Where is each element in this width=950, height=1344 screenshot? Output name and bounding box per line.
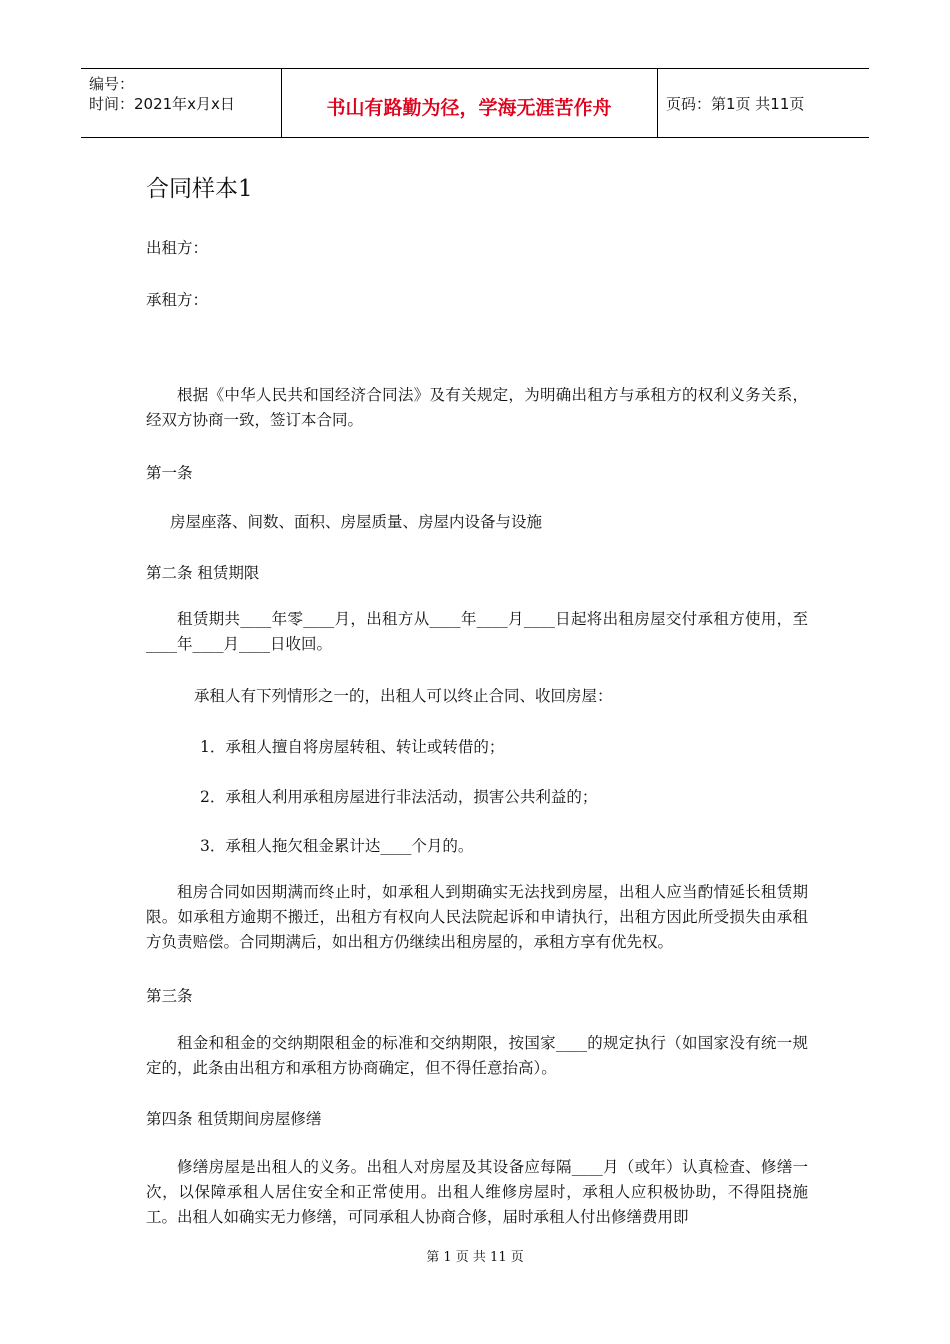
document-title: 合同样本1 <box>146 176 253 202</box>
number-label: 编号： <box>89 75 135 93</box>
header-page-cell <box>658 69 869 137</box>
document-header <box>81 68 869 138</box>
article-4-heading: 第四条 租赁期间房屋修缮 <box>146 1110 322 1128</box>
lessee-label: 承租方： <box>146 291 209 309</box>
article-3-paragraph: 租金和租金的交纳期限租金的标准和交纳期限，按国家____的规定执行（如国家没有统一规定的，此条由出租方和承租方协商确定，但不得任意抬高）。 <box>146 1034 808 1077</box>
time-label: 时间：2021年x月x日 <box>89 95 235 113</box>
termination-item-2: 2．承租人利用承租房屋进行非法活动，损害公共利益的； <box>200 788 598 806</box>
termination-item-3: 3．承租人拖欠租金累计达____个月的。 <box>200 837 474 855</box>
termination-intro: 承租人有下列情形之一的，出租人可以终止合同、收回房屋： <box>194 687 613 705</box>
article-1-text: 房屋座落、间数、面积、房屋质量、房屋内设备与设施 <box>170 513 543 531</box>
header-motto-cell <box>281 69 658 137</box>
intro-paragraph: 根据《中华人民共和国经济合同法》及有关规定，为明确出租方与承租方的权利义务关系，经双方协商一致，签订本合同。 <box>146 386 808 429</box>
article-4-paragraph: 修缮房屋是出租人的义务。出租人对房屋及其设备应每隔____月（或年）认真检查、修缮一次，以保障承租人居住安全和正常使用。出租人维修房屋时，承租人应积极协助，不得阻挠施工。出租人如确实无力修缮，可同承租人协商合修，届时承租人付出修缮费用即 <box>146 1158 808 1226</box>
article-1-heading: 第一条 <box>146 464 193 482</box>
page-info: 页码：第1页 共11页 <box>666 95 805 113</box>
article-3-heading: 第三条 <box>146 987 193 1005</box>
article-2-paragraph: 租赁期共____年零____月，出租方从____年____月____日起将出租房屋交付承租方使用，至____年____月____日收回。 <box>146 610 808 653</box>
page-footer: 第 1 页 共 11 页 <box>426 1250 524 1265</box>
article-2-heading: 第二条 租赁期限 <box>146 564 260 582</box>
termination-item-1: 1．承租人擅自将房屋转租、转让或转借的； <box>200 738 505 756</box>
motto-text: 书山有路勤为径，学海无涯苦作舟 <box>326 97 612 119</box>
lessor-label: 出租方： <box>146 239 209 257</box>
renewal-paragraph: 租房合同如因期满而终止时，如承租人到期确实无法找到房屋，出租人应当酌情延长租赁期限。如承租方逾期不搬迁，出租方有权向人民法院起诉和申请执行，出租方因此所受损失由承租方负责赔偿。合同期满后，如出租方仍继续出租房屋的，承租方享有优先权。 <box>146 883 808 951</box>
header-meta-cell <box>81 69 282 137</box>
